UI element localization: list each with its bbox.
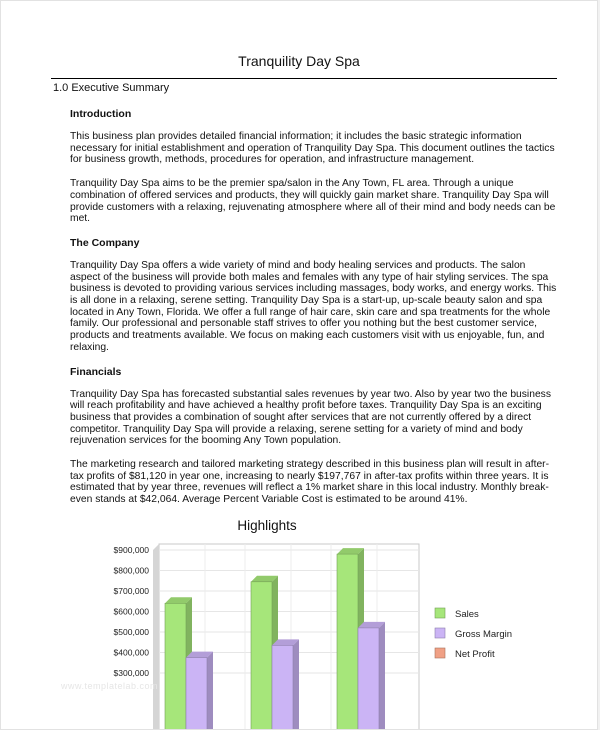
y-tick-label: $900,000	[113, 545, 149, 555]
section-title: 1.0 Executive Summary	[53, 82, 170, 94]
legend-label: Sales	[455, 609, 479, 620]
bar-gross-margin	[272, 645, 293, 730]
introduction-paragraph-2: Tranquility Day Spa aims to be the premier spa/salon in the Any Town, FL area. Through a unique combination of offered services and products, they will quickly gain market share. Tranquility Day Spa will provide customers with a relaxing, rejuvenating atmosphere where all of their mind and body needs can be met.	[70, 178, 556, 225]
bar-gross-margin	[186, 658, 207, 730]
bar-sales	[165, 603, 186, 730]
bar-side	[293, 639, 299, 730]
financials-paragraph-1: Tranquility Day Spa has forecasted substantial sales revenues by year two. Also by year two the business will reach profitability and have achieved a healthy profit before taxes. Tranquility Day Spa is an exciting business that provides a combination of sought after services that are not currently offered by a direct competitor. Tranquility Day Spa will provide a relaxing, serene setting for a variety of mind and body rejuvenation services for the booming Any Town population.	[70, 388, 551, 447]
financials-paragraph-2: The marketing research and tailored marketing strategy described in this business plan will result in after-tax profits of $81,120 in year one, increasing to nearly $197,767 in after-tax profits within three years. It is estimated that by year three, revenues will reflect a 1% market share in this local industry. Monthly break-even stands at $42,064. Average Percent Variable Cost is estimated to be around 41%.	[70, 459, 550, 506]
chart-title: Highlights	[237, 518, 297, 533]
chart-svg	[97, 513, 537, 730]
introduction-heading: Introduction	[70, 108, 132, 120]
company-heading: The Company	[70, 236, 140, 249]
legend-swatch-sales	[435, 608, 445, 618]
legend-label: Gross Margin	[455, 629, 513, 640]
company-paragraph-1: Tranquility Day Spa offers a wide variety of mind and body healing services and products. The salon aspect of the business will provide both males and females with any type of hair styling services. The spa business is devoted to providing various services including massages, body works, and energy works. This is all done in a relaxing, serene setting. Tranquility Day Spa is a start-up, up-scale beauty salon and spa located in Any Town, Florida. We offer a full range of hair care, skin care and spa treatments for the whole family. Our professional and personable staff strives to offer you nothing but the best customer service, products and treatments available. We focus on making each customers visit with us enjoyable, fun, and relaxing.	[70, 259, 557, 353]
financials-heading: Financials	[70, 365, 122, 378]
bar-side	[379, 622, 385, 730]
document-title: Tranquility Day Spa	[238, 53, 360, 69]
legend-swatch-net-profit	[435, 648, 445, 658]
bar-sales	[251, 582, 272, 730]
body-text	[70, 108, 558, 518]
bar-side	[207, 652, 213, 730]
legend-swatch-gross-margin	[435, 628, 445, 638]
legend-label: Net Profit	[455, 649, 495, 660]
y-tick-label: $800,000	[113, 565, 149, 576]
y-tick-label: $400,000	[113, 647, 149, 658]
y-tick-label: $500,000	[113, 627, 149, 637]
highlights-chart	[97, 513, 537, 730]
bar-gross-margin	[358, 628, 379, 730]
bar-sales	[337, 554, 358, 730]
y-tick-label: $300,000	[113, 668, 149, 678]
watermark: www.templatelab.com	[61, 681, 159, 691]
y-tick-label: $700,000	[113, 586, 149, 596]
y-tick-label: $600,000	[113, 606, 149, 617]
chart-side-wall	[153, 544, 159, 730]
title-divider	[51, 78, 557, 79]
introduction-paragraph-1: This business plan provides detailed financial information; it includes the basic strategic information necessary for initial establishment and operation of Tranquility Day Spa. This document outlines the tactics for business growth, methods, procedures for operation, and infrastructure management.	[70, 131, 555, 166]
